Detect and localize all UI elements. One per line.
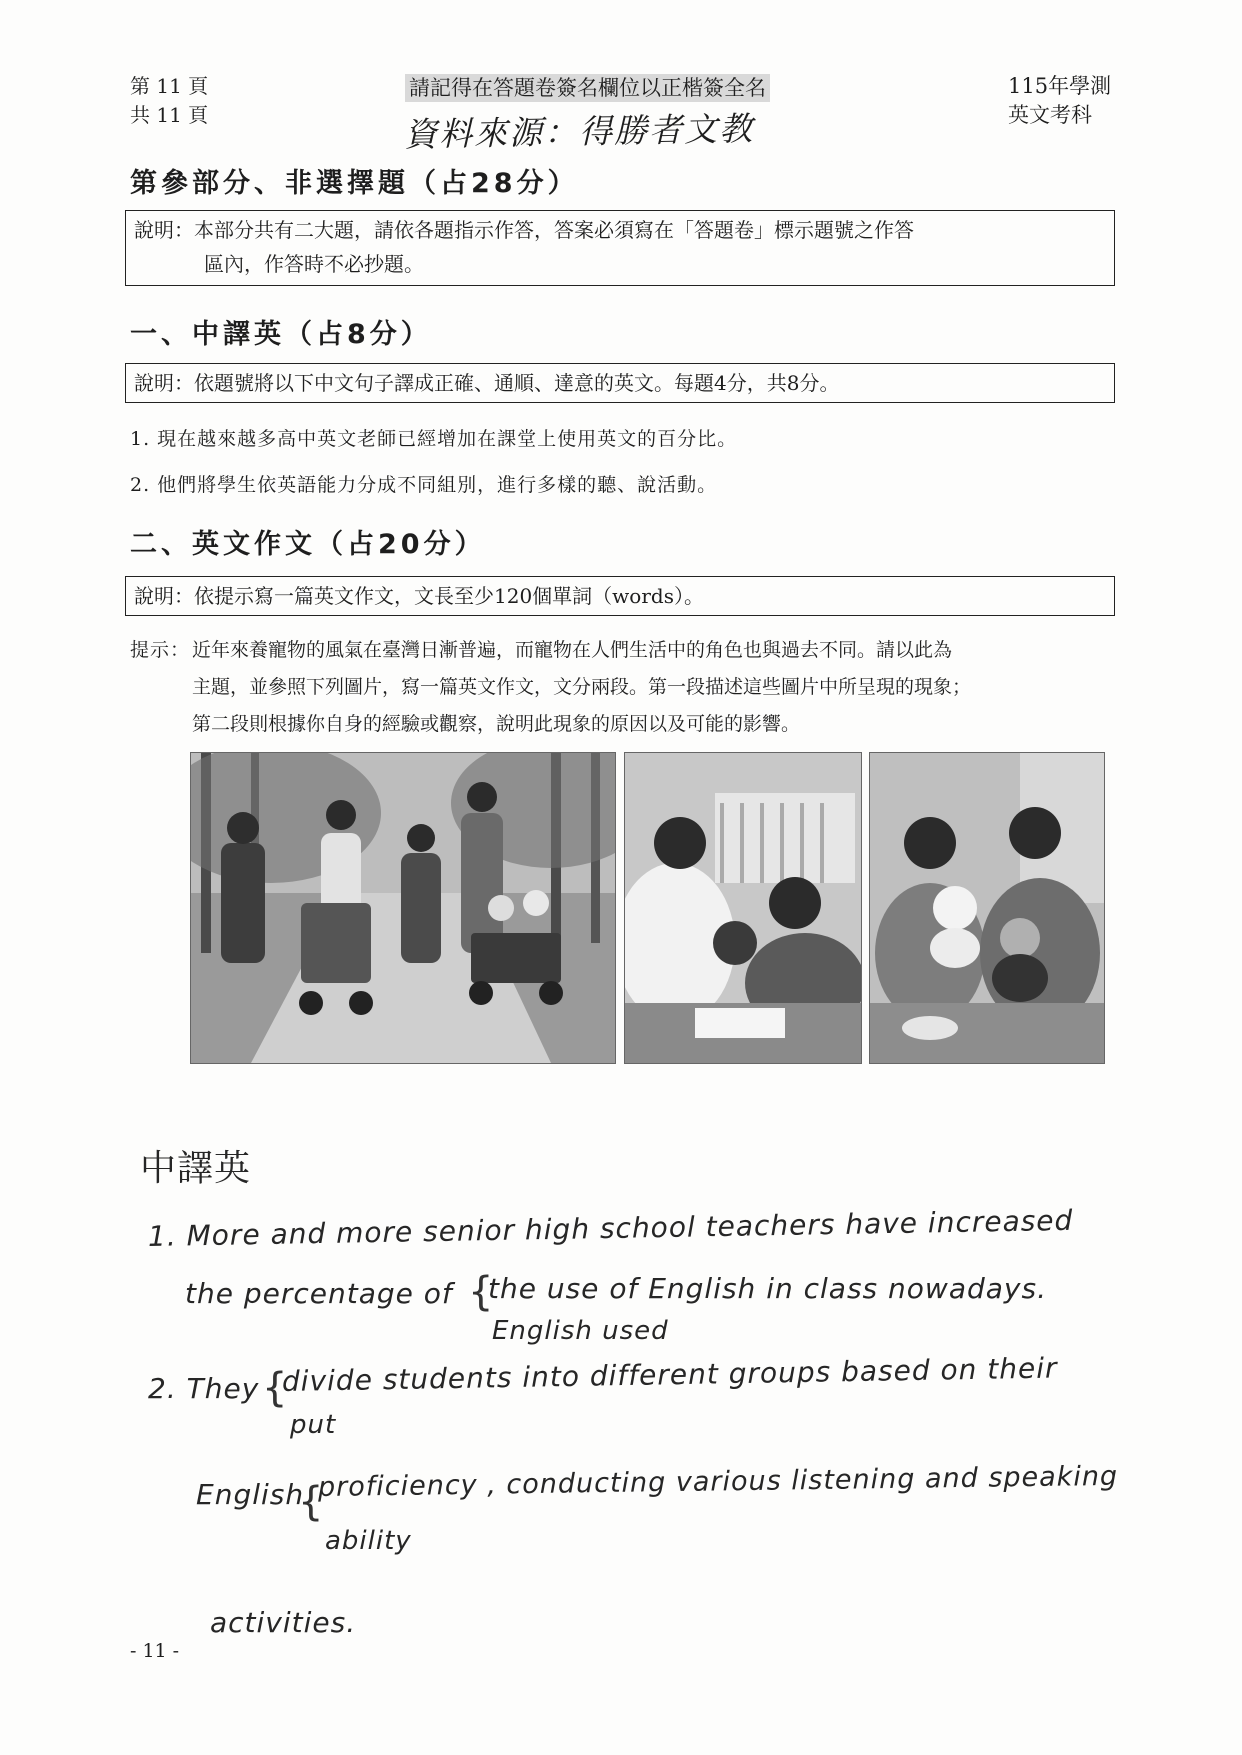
exam-subject: 英文考科: [1008, 103, 1092, 127]
exam-year: 115年學測: [1008, 74, 1112, 98]
translation-item-1: 1. 現在越來越多高中英文老師已經增加在課堂上使用英文的百分比。: [130, 428, 738, 450]
composition-instructions-box: [125, 576, 1115, 616]
park-scene-illustration: [191, 753, 615, 1063]
answer2-option3: proficiency , conducting various listening and speaking: [317, 1460, 1119, 1503]
part3-instructions-box: [125, 210, 1115, 286]
translation-instructions: 說明：依題號將以下中文句子譯成正確、通順、達意的英文。每題4分，共8分。: [134, 371, 840, 395]
hint-line-3: 第二段則根據你自身的經驗或觀察，說明此現象的原因以及可能的影響。: [192, 713, 801, 735]
answer2-line2-start: English: [196, 1478, 305, 1511]
family-baby-illustration: [625, 753, 861, 1063]
page-number: - 11 -: [130, 1640, 180, 1662]
answer2-brace-icon-2: {: [298, 1479, 324, 1525]
answer1-option1: the use of English in class nowadays.: [488, 1272, 1047, 1305]
answer1-option2: English used: [492, 1316, 669, 1346]
part3-title: 第參部分、非選擇題（占28分）: [130, 168, 579, 199]
photo-couple-with-dogs: [869, 752, 1105, 1064]
answer2-brace-icon-1: {: [262, 1365, 288, 1411]
hint-line-2: 主題，並參照下列圖片，寫一篇英文作文，文分兩段。第一段描述這些圖片中所呈現的現象；: [192, 676, 972, 698]
answer1-brace-icon: {: [468, 1269, 494, 1315]
answer1-line2: the percentage of: [185, 1277, 453, 1310]
composition-hint: [130, 632, 1120, 752]
part3-instructions-label: 說明：: [134, 218, 194, 242]
hint-line-1: 近年來養寵物的風氣在臺灣日漸普遍，而寵物在人們生活中的角色也與過去不同。請以此為: [192, 639, 953, 661]
answer2-line3: activities.: [210, 1606, 357, 1639]
part3-instructions-line2: 區內，作答時不必抄題。: [204, 252, 424, 276]
answer2-option2: put: [290, 1410, 337, 1440]
couple-dogs-illustration: [870, 753, 1104, 1063]
part3-instructions-line1: 本部分共有二大題，請依各題指示作答，答案必須寫在「答題卷」標示題號之作答: [194, 218, 914, 242]
translation-title: 一、中譯英（占8分）: [130, 319, 432, 350]
answer1-line1: 1. More and more senior high school teachers have increased: [147, 1203, 1074, 1253]
handwritten-source-note: 資料來源：得勝者文教: [403, 108, 755, 155]
answer2-option1: divide students into different groups based on their: [281, 1351, 1058, 1398]
answer2-line1-start: 2. They: [148, 1372, 260, 1405]
composition-title: 二、英文作文（占20分）: [130, 529, 486, 560]
photo-pets-park-walk: [190, 752, 616, 1064]
translation-instructions-box: [125, 363, 1115, 403]
answer2-option4: ability: [325, 1526, 412, 1556]
handwritten-heading: 中譯英: [140, 1148, 252, 1189]
composition-instructions: 說明：依提示寫一篇英文作文，文長至少120個單詞（words）。: [134, 584, 704, 608]
page-total: 共 11 頁: [130, 103, 209, 127]
translation-item-2: 2. 他們將學生依英語能力分成不同組別，進行多樣的聽、說活動。: [130, 474, 718, 496]
photo-family-with-baby: [624, 752, 862, 1064]
signature-reminder-banner: 請記得在答題卷簽名欄位以正楷簽全名: [405, 74, 770, 102]
hint-label: 提示：: [130, 639, 191, 661]
page-current: 第 11 頁: [130, 74, 209, 98]
